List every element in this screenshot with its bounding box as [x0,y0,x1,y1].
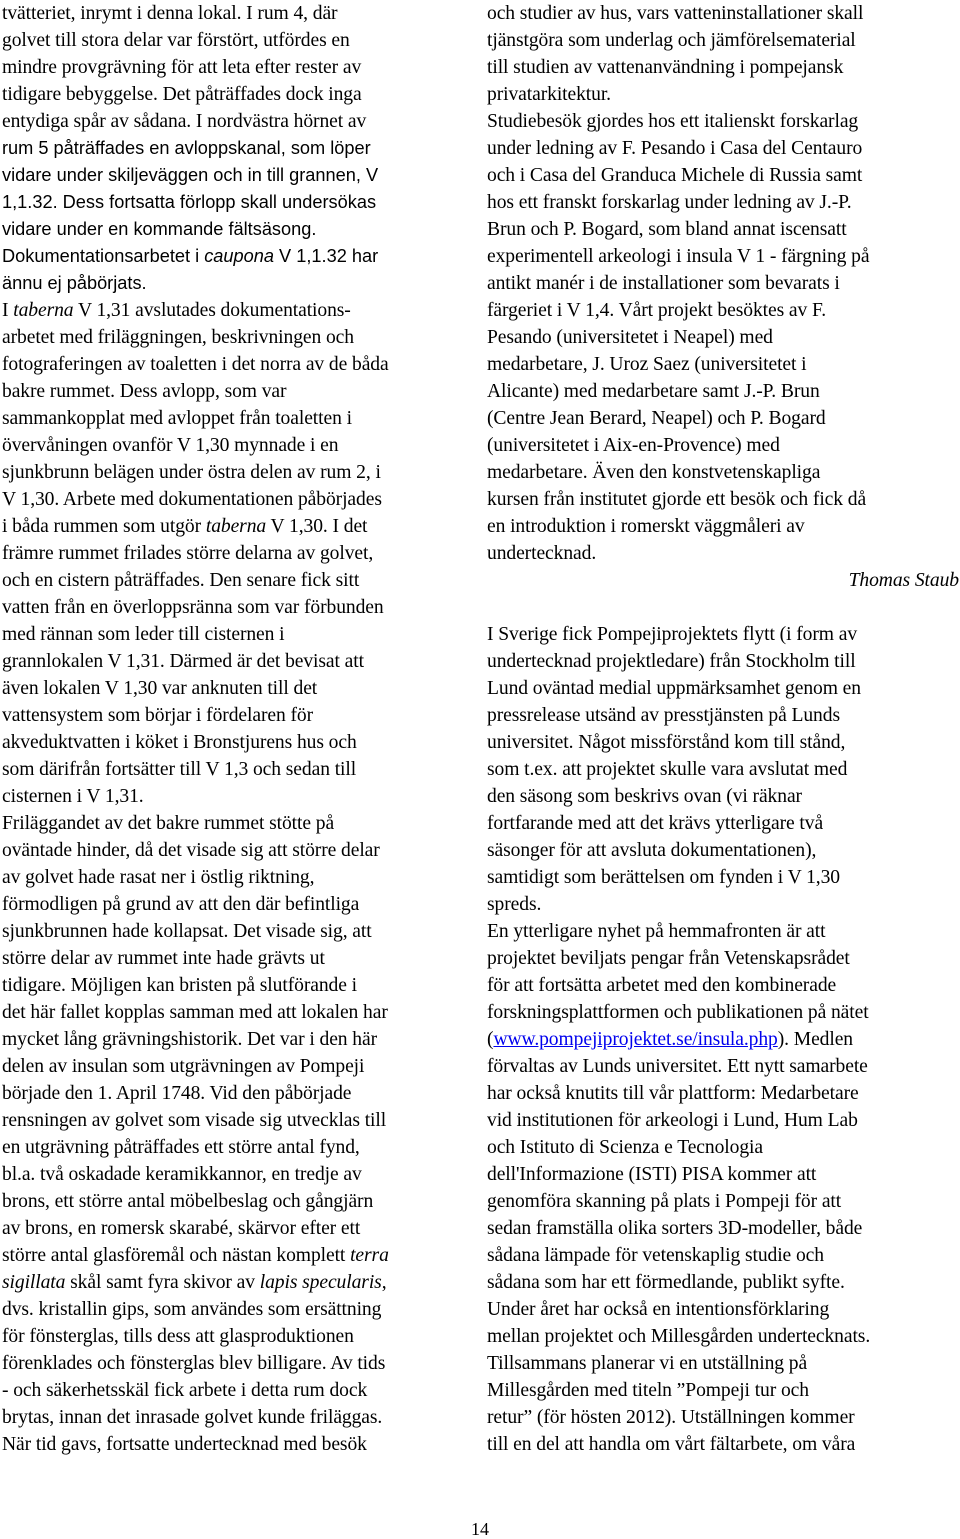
text-line: antikt manér i de installationer som bevarats i [487,273,840,294]
text-line: fotograferingen av toaletten i det norra av de båda [2,354,389,375]
text-line: av brons, en romersk skarabé, skärvor efter ett [2,1218,361,1239]
project-website-link[interactable]: www.pompejiprojektet.se/insula.php [493,1029,778,1050]
text-line: sjunkbrunnen hade kollapsat. Det visade sig, att [2,921,372,942]
text-line: fortfarande med att det krävs ytterligare två [487,813,824,834]
text-line: vidare under en kommande fältsäsong. [2,219,317,239]
text-line: bakre rummet. Dess avlopp, som var [2,381,287,402]
text-line: tjänstgöra som underlag och jämförelsematerial [487,30,856,51]
text-line: vattensystem som börjar i fördelaren för [2,705,314,726]
text-line: Under året har också en intentionsförklaring [487,1299,830,1320]
text-line: cisternen i V 1,31. [2,786,144,807]
text-run: ). Medlen [777,1029,854,1050]
text-line: golvet till stora delar var förstört, utfördes en [2,30,350,51]
text-line: till studien av vattenanvändning i pompejansk [487,57,844,78]
text-line: Brun och P. Bogard, som bland annat iscensatt [487,219,847,240]
text-line: forskningsplattformen och publikationen på nätet [487,1002,869,1023]
text-line: den säsong som beskrivs ovan (vi räknar [487,786,802,807]
text-line: sjunkbrunn belägen under östra delen av rum 2, i [2,462,381,483]
text-line [2,1269,480,1296]
paragraph-gap [487,594,959,621]
text-line: genomföra skanning på plats i Pompeji för att [487,1191,842,1212]
text-line: undertecknad projektledare) från Stockholm till [487,651,856,672]
italic-term: caupona [204,246,274,266]
text-line: entydiga spår av sådana. I nordvästra hörnet av [2,111,367,132]
text-line: bl.a. två oskadade keramikkannor, en tredje av [2,1164,362,1185]
text-line: projektet beviljats pengar från Vetenskapsrådet [487,948,850,969]
text-line: mindre provgrävning för att leta efter rester av [2,57,362,78]
text-line: hos ett franskt forskarlag under ledning av J.-P. [487,192,852,213]
text-line: sådana som har ett förmedlande, publikt syfte. [487,1272,845,1293]
text-line: vatten från en överloppsränna som var förbunden [2,597,384,618]
text-line: sammankopplat med avloppet från toaletten i [2,408,352,429]
text-line: en utgrävning påträffades ett större antal fynd, [2,1137,360,1158]
text-line: När tid gavs, fortsatte undertecknad med besök [2,1434,367,1455]
text-line: förvaltas av Lunds universitet. Ett nytt samarbete [487,1056,868,1077]
text-run: V 1,1.32 har [274,246,379,266]
text-line: I Sverige fick Pompejiprojektets flytt (i form av [487,624,858,645]
text-line [2,297,480,324]
text-line: och i Casa del Granduca Michele di Russia samt [487,165,863,186]
text-line: samtidigt som berättelsen om fynden i V 1,30 [487,867,840,888]
text-line: rensningen av golvet som visade sig utvecklas till [2,1110,387,1131]
text-line: rum 5 påträffades en avloppskanal, som löper [2,138,371,158]
text-line: tvätteriet, inrymt i denna lokal. I rum 4, där [2,3,338,24]
text-line: medarbetare, J. Uroz Saez (universitetet i [487,354,807,375]
text-line [487,1026,959,1053]
text-line: oväntade hinder, då det visade sig att större delar [2,840,380,861]
text-run: V 1,31 avslutades dokumentations- [73,300,351,321]
page-number: 14 [471,1519,489,1539]
text-line: En ytterligare nyhet på hemmafronten är att [487,921,826,942]
text-run: V 1,30. I det [266,516,368,537]
text-line: dell'Informazione (ISTI) PISA kommer att [487,1164,817,1185]
text-run: I [2,300,14,321]
text-line [2,513,480,540]
text-line: av golvet hade rasat ner i östlig riktning, [2,867,315,888]
text-line: pressrelease utsänd av presstjänsten på Lunds [487,705,840,726]
text-line: mycket lång grävningshistorik. Det var i den här [2,1029,378,1050]
text-line: spreds. [487,894,542,915]
text-line: större delar av rummet inte hade grävts ut [2,948,325,969]
text-line: - och säkerhetsskäl fick arbete i detta rum dock [2,1380,368,1401]
text-run: större antal glasföremål och nästan komplett [2,1245,351,1266]
text-line: en introduktion i romerskt väggmåleri av [487,516,805,537]
text-line: Alicante) med medarbetare samt J.-P. Brun [487,381,820,402]
text-line: Millesgården med titeln ”Pompeji tur och [487,1380,809,1401]
text-line: förenklades och fönsterglas blev billigare. Av tids [2,1353,386,1374]
author-signature: Thomas Staub [848,570,959,591]
text-line: arbetet med friläggningen, beskrivningen och [2,327,354,348]
italic-term: taberna [13,300,74,321]
text-line: Tillsammans planerar vi en utställning på [487,1353,808,1374]
text-line: experimentell arkeologi i insula V 1 - färgning på [487,246,870,267]
text-line: ännu ej påbörjats. [2,273,147,293]
text-line: V 1,30. Arbete med dokumentationen påbörjades [2,489,382,510]
text-line: sådana lämpade för vetenskaplig studie och [487,1245,824,1266]
text-run: ( [487,1029,494,1050]
right-text-column [487,0,959,1458]
text-line: sedan framställa olika sorters 3D-modeller, både [487,1218,863,1239]
text-line: övervåningen ovanför V 1,30 mynnade i en [2,435,339,456]
text-line: universitet. Något missförstånd kom till stånd, [487,732,846,753]
text-run: skål samt fyra skivor av [65,1272,260,1293]
italic-term: lapis specularis [259,1272,382,1293]
text-line: brytas, innan det inrasade golvet kunde friläggas. [2,1407,383,1428]
text-line: som t.ex. att projektet skulle vara avslutat med [487,759,848,780]
text-line: undertecknad. [487,543,597,564]
text-line: Studiebesök gjordes hos ett italienskt forskarlag [487,111,859,132]
text-line: 1,1.32. Dess fortsatta förlopp skall undersökas [2,192,377,212]
text-line: för att fortsätta arbetet med den kombinerade [487,975,837,996]
text-run: , [381,1272,387,1293]
text-line [2,1242,480,1269]
text-line: Friläggandet av det bakre rummet stötte på [2,813,335,834]
text-line: dvs. kristallin gips, som användes som ersättning [2,1299,382,1320]
text-line: och studier av hus, vars vatteninstallationer skall [487,3,864,24]
text-line: främre rummet frilades större delarna av golvet, [2,543,374,564]
text-line: (universitetet i Aix-en-Provence) med [487,435,780,456]
text-line: med rännan som leder till cisternen i [2,624,285,645]
text-line: Lund oväntad medial uppmärksamhet genom en [487,678,861,699]
text-line: och Istituto di Scienza e Tecnologia [487,1137,763,1158]
italic-term: taberna [205,516,267,537]
text-line: retur” (för hösten 2012). Utställningen kommer [487,1407,855,1428]
text-line: vidare under skiljeväggen och in till grannen, V [2,165,379,185]
text-line: för fönsterglas, tills dess att glasproduktionen [2,1326,354,1347]
text-line: kursen från institutet gjorde ett besök och fick då [487,489,867,510]
text-line [2,243,480,270]
text-line: förmodligen på grund av att den där befintliga [2,894,360,915]
left-text-column [2,0,480,1458]
text-line: tidigare. Möjligen kan bristen på slutförande i [2,975,357,996]
text-line: även lokalen V 1,30 var anknuten till det [2,678,318,699]
text-line: (Centre Jean Berard, Neapel) och P. Bogard [487,408,826,429]
text-line: säsonger för att avsluta dokumentationen), [487,840,817,861]
text-line: grannlokalen V 1,31. Därmed är det bevisat att [2,651,364,672]
text-line: har också knutits till vår plattform: Medarbetare [487,1083,859,1104]
text-line: och en cistern påträffades. Den senare fick sitt [2,570,360,591]
text-line: akveduktvatten i köket i Bronstjurens hus och [2,732,357,753]
text-line: tidigare bebyggelse. Det påträffades dock inga [2,84,362,105]
text-line: delen av insulan som utgrävningen av Pompeji [2,1056,365,1077]
text-run: Dokumentationsarbetet i [2,246,205,266]
italic-term: sigillata [2,1272,66,1293]
italic-term: terra [350,1245,389,1266]
text-line: som därifrån fortsätter till V 1,3 och sedan till [2,759,357,780]
text-line: började den 1. April 1748. Vid den påbörjade [2,1083,352,1104]
text-line: brons, ett större antal möbelbeslag och gångjärn [2,1191,374,1212]
text-line: färgeriet i V 1,4. Vårt projekt besöktes av F. [487,300,827,321]
text-line: Pesando (universitetet i Neapel) med [487,327,773,348]
text-line: under ledning av F. Pesando i Casa del Centauro [487,138,863,159]
text-line: till en del att handla om vårt fältarbete, om våra [487,1434,856,1455]
text-line: privatarkitektur. [487,84,611,105]
text-run: i båda rummen som utgör [2,516,206,537]
text-line: det här fallet kopplas samman med att lokalen har [2,1002,388,1023]
text-line: mellan projektet och Millesgården undertecknats. [487,1326,871,1347]
text-line: medarbetare. Även den konstvetenskapliga [487,462,821,483]
text-line: vid institutionen för arkeologi i Lund, Hum Lab [487,1110,858,1131]
